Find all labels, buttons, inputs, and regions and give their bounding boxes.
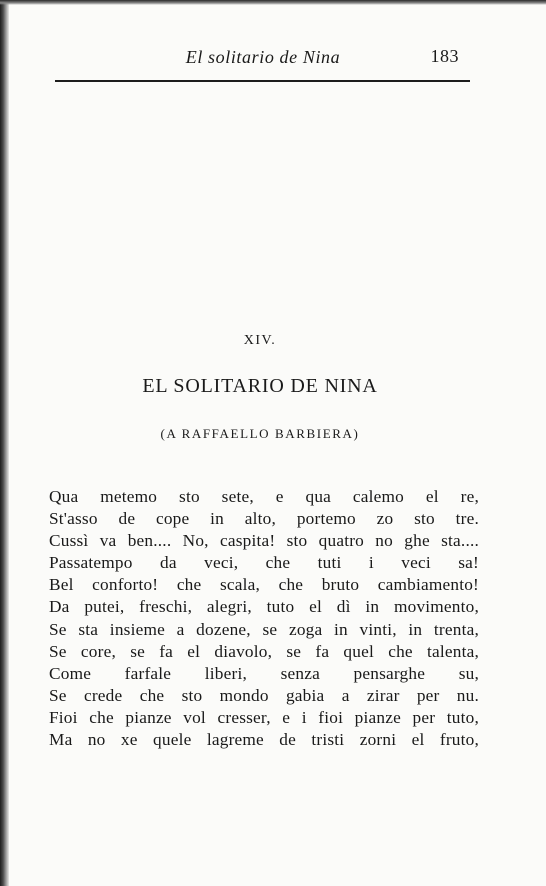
running-title: El solitario de Nina (185, 47, 341, 67)
poem-line: St'asso de cope in alto, portemo zo sto tre. (49, 509, 479, 529)
poem-dedication: (A RAFFAELLO BARBIERA) (160, 426, 360, 441)
poem-line: Se crede che sto mondo gabia a zirar per nu. (49, 685, 479, 705)
header-rule (55, 80, 470, 82)
poem-line: Se core, se fa el diavolo, se fa quel che talenta, (49, 641, 479, 661)
poem-line: Da putei, freschi, alegri, tuto el dì in movimento, (49, 597, 479, 617)
poem-line: Se sta insieme a dozene, se zoga in vinti, in trenta, (49, 619, 479, 639)
poem-line: Passatempo da veci, che tuti i veci sa! (49, 553, 479, 573)
section-number: XIV. (243, 333, 277, 348)
poem-line: Ma no xe quele lagreme de tristi zorni el fruto, (49, 730, 479, 750)
running-head (55, 44, 471, 74)
poem-title: EL SOLITARIO DE NINA (142, 375, 378, 397)
poem-line: Bel conforto! che scala, che bruto cambiamento! (49, 575, 479, 595)
page-top-edge (0, 0, 546, 5)
poem-body (49, 486, 479, 751)
poem-line: Come farfale liberi, senza pensarghe su, (49, 663, 479, 683)
poem-line: Qua metemo sto sete, e qua calemo el re, (49, 487, 479, 506)
poem-line: Cussì va ben.... No, caspita! sto quatro no ghe sta.... (49, 531, 479, 551)
book-spine-shadow (0, 0, 9, 886)
poem-line: Fioi che pianze vol cresser, e i fioi pianze per tuto, (49, 707, 479, 727)
page-number: 183 (430, 46, 459, 66)
